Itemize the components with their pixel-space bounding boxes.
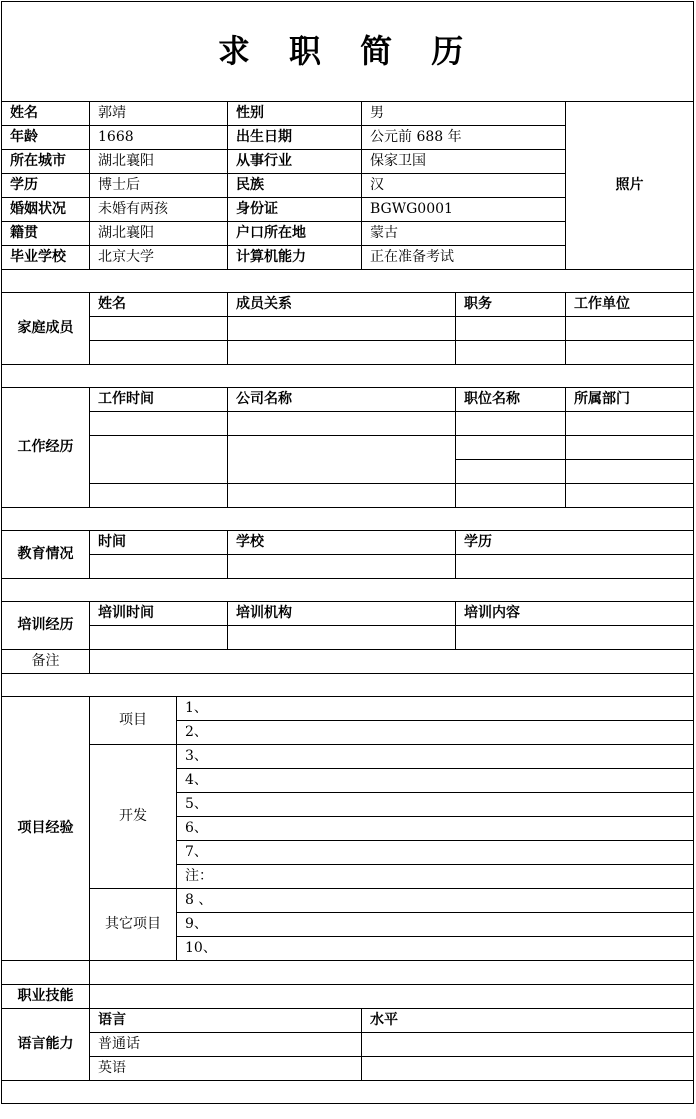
project-item[interactable]: 7、: [177, 841, 694, 865]
skills-row: [2, 985, 694, 1009]
spacer-row: [2, 365, 694, 388]
input-cell[interactable]: [456, 317, 566, 341]
language-row: [2, 1057, 694, 1081]
spacer-row: [2, 508, 694, 531]
input-cell[interactable]: [228, 626, 456, 650]
section-label-work: 工作经历: [2, 388, 90, 508]
input-cell[interactable]: [90, 484, 228, 508]
language-name: 英语: [90, 1057, 362, 1081]
family-row: [2, 341, 694, 365]
basic-value[interactable]: 未婚有两孩: [90, 198, 228, 222]
column-header: 学校: [228, 531, 456, 555]
remarks-label: 备注: [2, 650, 90, 674]
resume-form: [1, 1, 695, 1104]
input-cell[interactable]: [228, 412, 456, 436]
column-header: 语言: [90, 1009, 362, 1033]
basic-value[interactable]: 北京大学: [90, 246, 228, 270]
page-title: 求 职 简 历: [2, 2, 694, 102]
section-label-project: 项目经验: [2, 697, 90, 961]
basic-value[interactable]: BGWG0001: [362, 198, 566, 222]
spacer: [2, 579, 694, 602]
spacer-row: [2, 1081, 694, 1104]
project-row: [2, 697, 694, 721]
basic-value[interactable]: 男: [362, 102, 566, 126]
input-cell[interactable]: [566, 412, 694, 436]
input-cell[interactable]: [566, 317, 694, 341]
remarks-row: [2, 650, 694, 674]
input-cell[interactable]: [456, 484, 566, 508]
project-note[interactable]: 注：: [177, 865, 694, 889]
basic-value[interactable]: 1668: [90, 126, 228, 150]
column-header: 职位名称: [456, 388, 566, 412]
column-header: 所属部门: [566, 388, 694, 412]
basic-label: 民族: [228, 174, 362, 198]
work-header-row: [2, 388, 694, 412]
title-row: [2, 2, 694, 102]
column-header: 工作单位: [566, 293, 694, 317]
input-cell[interactable]: [228, 555, 456, 579]
basic-label: 出生日期: [228, 126, 362, 150]
project-row: [2, 745, 694, 769]
input-cell[interactable]: [566, 484, 694, 508]
column-header: 成员关系: [228, 293, 456, 317]
column-header: 培训时间: [90, 602, 228, 626]
basic-label: 身份证: [228, 198, 362, 222]
project-row: [2, 889, 694, 913]
basic-label: 学历: [2, 174, 90, 198]
input-cell[interactable]: [456, 436, 566, 460]
input-cell[interactable]: [456, 626, 694, 650]
section-label-education: 教育情况: [2, 531, 90, 579]
input-cell[interactable]: [90, 626, 228, 650]
education-row: [2, 555, 694, 579]
basic-value[interactable]: 公元前 688 年: [362, 126, 566, 150]
spacer: [2, 508, 694, 531]
basic-row: [2, 102, 694, 126]
basic-label: 婚姻状况: [2, 198, 90, 222]
column-header: 培训内容: [456, 602, 694, 626]
project-item[interactable]: 10、: [177, 937, 694, 961]
input-cell[interactable]: [566, 436, 694, 460]
basic-value[interactable]: 保家卫国: [362, 150, 566, 174]
spacer-row: [2, 579, 694, 602]
language-level-input[interactable]: [362, 1033, 694, 1057]
input-cell[interactable]: [456, 555, 694, 579]
language-header-row: [2, 1009, 694, 1033]
photo-box[interactable]: 照片: [566, 102, 694, 270]
skills-input[interactable]: [90, 985, 694, 1009]
resume-table: [1, 1, 694, 1104]
project-item[interactable]: 8 、: [177, 889, 694, 913]
spacer: [2, 674, 694, 697]
language-level-input[interactable]: [362, 1057, 694, 1081]
basic-value[interactable]: 湖北襄阳: [90, 150, 228, 174]
basic-value[interactable]: 湖北襄阳: [90, 222, 228, 246]
input-cell[interactable]: [228, 341, 456, 365]
section-label-training: 培训经历: [2, 602, 90, 650]
input-cell[interactable]: [456, 341, 566, 365]
blank-row: [2, 961, 694, 985]
spacer-row: [2, 270, 694, 293]
language-name: 普通话: [90, 1033, 362, 1057]
column-header: 培训机构: [228, 602, 456, 626]
project-item[interactable]: 9、: [177, 913, 694, 937]
spacer: [2, 365, 694, 388]
section-label-language: 语言能力: [2, 1009, 90, 1081]
input-cell[interactable]: [228, 436, 456, 484]
family-row: [2, 317, 694, 341]
language-row: [2, 1033, 694, 1057]
education-header-row: [2, 531, 694, 555]
basic-label: 计算机能力: [228, 246, 362, 270]
basic-label: 姓名: [2, 102, 90, 126]
input-cell[interactable]: [90, 317, 228, 341]
basic-value[interactable]: 博士后: [90, 174, 228, 198]
input-cell[interactable]: [456, 460, 566, 484]
input-cell[interactable]: [566, 460, 694, 484]
input-cell[interactable]: [566, 341, 694, 365]
section-label-family: 家庭成员: [2, 293, 90, 365]
work-row: [2, 412, 694, 436]
input-cell[interactable]: [456, 412, 566, 436]
project-group-label: 其它项目: [90, 889, 177, 961]
input-cell[interactable]: [228, 484, 456, 508]
skills-label: 职业技能: [2, 985, 90, 1009]
column-header: 职务: [456, 293, 566, 317]
column-header: 工作时间: [90, 388, 228, 412]
basic-label: 性别: [228, 102, 362, 126]
project-group-label: 项目: [90, 697, 177, 745]
basic-value[interactable]: 汉: [362, 174, 566, 198]
project-group-label: 开发: [90, 745, 177, 889]
project-item[interactable]: 1、: [177, 697, 694, 721]
basic-label: 毕业学校: [2, 246, 90, 270]
work-row: [2, 484, 694, 508]
spacer-row: [2, 674, 694, 697]
blank-cell: [2, 961, 90, 985]
spacer: [2, 270, 694, 293]
column-header: 姓名: [90, 293, 228, 317]
project-item[interactable]: 3、: [177, 745, 694, 769]
input-cell[interactable]: [90, 436, 228, 484]
basic-label: 户口所在地: [228, 222, 362, 246]
project-item[interactable]: 2、: [177, 721, 694, 745]
remarks-input[interactable]: [90, 650, 694, 674]
spacer: [2, 1081, 694, 1104]
input-cell[interactable]: [90, 341, 228, 365]
column-header: 水平: [362, 1009, 694, 1033]
basic-label: 所在城市: [2, 150, 90, 174]
input-cell[interactable]: [228, 317, 456, 341]
training-header-row: [2, 602, 694, 626]
basic-label: 籍贯: [2, 222, 90, 246]
family-header-row: [2, 293, 694, 317]
project-item[interactable]: 5、: [177, 793, 694, 817]
input-cell[interactable]: [90, 555, 228, 579]
basic-label: 年龄: [2, 126, 90, 150]
basic-value[interactable]: 正在准备考试: [362, 246, 566, 270]
column-header: 公司名称: [228, 388, 456, 412]
basic-value[interactable]: 郭靖: [90, 102, 228, 126]
input-cell[interactable]: [90, 412, 228, 436]
project-item[interactable]: 6、: [177, 817, 694, 841]
training-row: [2, 626, 694, 650]
work-row: [2, 436, 694, 460]
column-header: 学历: [456, 531, 694, 555]
blank-cell: [90, 961, 694, 985]
basic-value[interactable]: 蒙古: [362, 222, 566, 246]
column-header: 时间: [90, 531, 228, 555]
project-item[interactable]: 4、: [177, 769, 694, 793]
basic-label: 从事行业: [228, 150, 362, 174]
